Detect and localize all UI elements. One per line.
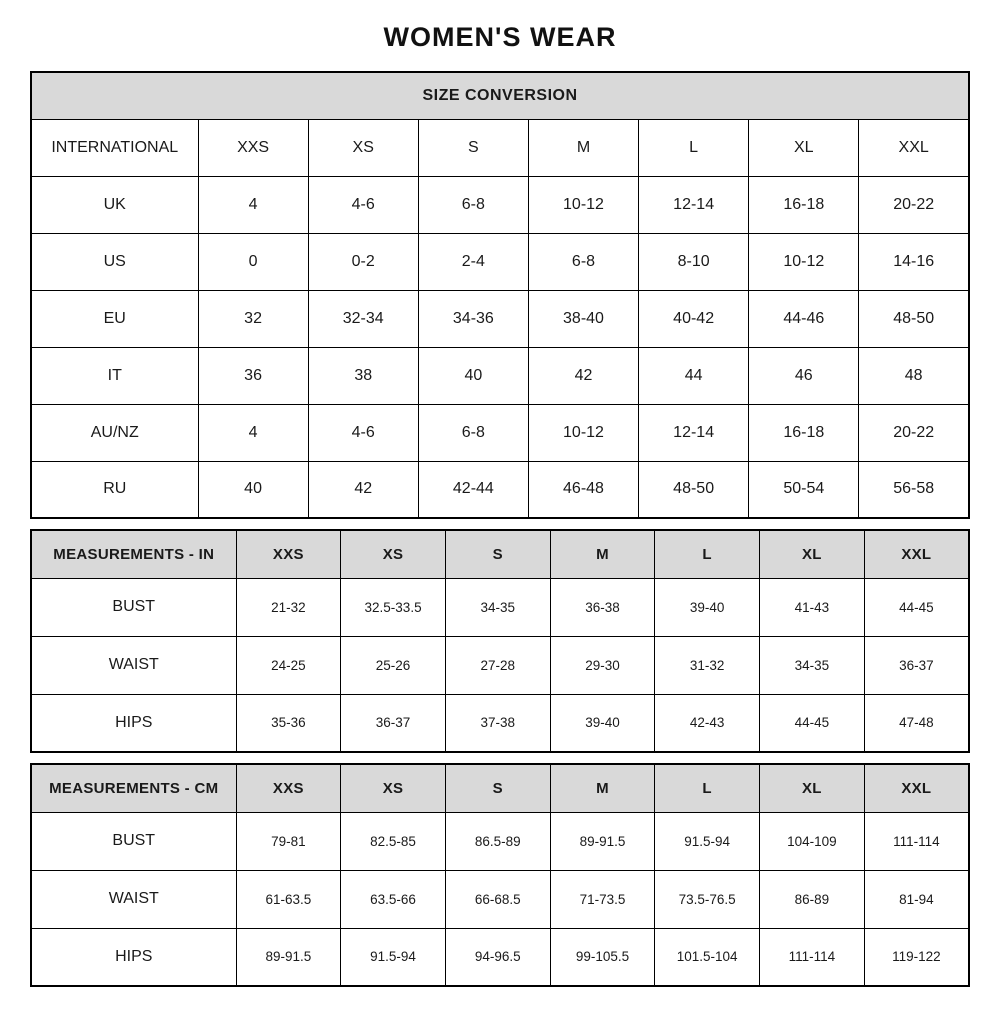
- measurement-value: 34-35: [760, 636, 865, 694]
- measurement-value: 89-91.5: [550, 812, 655, 870]
- size-value: 6-8: [418, 404, 528, 461]
- size-value: 46-48: [528, 461, 638, 518]
- size-row-au-nz: [31, 404, 969, 461]
- measurement-value: 91.5-94: [655, 812, 760, 870]
- size-value: 48-50: [859, 290, 969, 347]
- measurement-value: 21-32: [236, 578, 341, 636]
- measurements-cm-row-hips: [31, 928, 969, 986]
- measurement-value: 47-48: [864, 694, 969, 752]
- size-value: 40-42: [639, 290, 749, 347]
- measurement-value: 24-25: [236, 636, 341, 694]
- size-value: L: [639, 119, 749, 176]
- measurements-in-table: [30, 529, 970, 753]
- size-value: 10-12: [749, 233, 859, 290]
- size-value: XXS: [198, 119, 308, 176]
- measurement-label: BUST: [31, 812, 236, 870]
- size-column-header: XS: [341, 530, 446, 578]
- size-value: 16-18: [749, 404, 859, 461]
- measurement-value: 44-45: [760, 694, 865, 752]
- size-column-header: XS: [341, 764, 446, 812]
- measurement-value: 101.5-104: [655, 928, 760, 986]
- region-label: AU/NZ: [31, 404, 198, 461]
- size-value: 10-12: [528, 176, 638, 233]
- size-value: 4: [198, 404, 308, 461]
- size-value: 6-8: [418, 176, 528, 233]
- size-column-header: XXS: [236, 764, 341, 812]
- size-row-it: [31, 347, 969, 404]
- measurement-value: 111-114: [760, 928, 865, 986]
- measurements-in-row-hips: [31, 694, 969, 752]
- size-conversion-banner: SIZE CONVERSION: [31, 72, 969, 119]
- size-conversion-banner-row: [31, 72, 969, 119]
- size-column-header: XL: [760, 530, 865, 578]
- measurements-title: MEASUREMENTS - CM: [31, 764, 236, 812]
- size-value: 48-50: [639, 461, 749, 518]
- size-row-international: [31, 119, 969, 176]
- measurement-value: 27-28: [445, 636, 550, 694]
- size-row-uk: [31, 176, 969, 233]
- size-value: 2-4: [418, 233, 528, 290]
- size-value: S: [418, 119, 528, 176]
- size-row-eu: [31, 290, 969, 347]
- size-value: 4-6: [308, 176, 418, 233]
- size-value: M: [528, 119, 638, 176]
- measurement-value: 36-38: [550, 578, 655, 636]
- size-value: 34-36: [418, 290, 528, 347]
- size-value: XL: [749, 119, 859, 176]
- size-column-header: XXL: [864, 530, 969, 578]
- size-value: 42: [528, 347, 638, 404]
- measurement-value: 29-30: [550, 636, 655, 694]
- size-column-header: M: [550, 530, 655, 578]
- measurement-value: 37-38: [445, 694, 550, 752]
- size-value: 42-44: [418, 461, 528, 518]
- size-conversion-table: [30, 71, 970, 519]
- size-value: 44: [639, 347, 749, 404]
- size-value: 0: [198, 233, 308, 290]
- measurement-value: 82.5-85: [341, 812, 446, 870]
- page-title: WOMEN'S WEAR: [383, 22, 617, 52]
- measurement-value: 39-40: [550, 694, 655, 752]
- size-column-header: M: [550, 764, 655, 812]
- measurement-value: 66-68.5: [445, 870, 550, 928]
- size-value: 44-46: [749, 290, 859, 347]
- measurement-value: 79-81: [236, 812, 341, 870]
- size-value: 8-10: [639, 233, 749, 290]
- measurement-label: WAIST: [31, 636, 236, 694]
- measurement-value: 42-43: [655, 694, 760, 752]
- size-value: 32: [198, 290, 308, 347]
- size-value: 42: [308, 461, 418, 518]
- size-column-header: S: [445, 764, 550, 812]
- region-label: IT: [31, 347, 198, 404]
- size-value: 32-34: [308, 290, 418, 347]
- measurement-label: BUST: [31, 578, 236, 636]
- measurements-title: MEASUREMENTS - IN: [31, 530, 236, 578]
- measurement-value: 39-40: [655, 578, 760, 636]
- measurement-value: 99-105.5: [550, 928, 655, 986]
- size-value: 0-2: [308, 233, 418, 290]
- size-column-header: S: [445, 530, 550, 578]
- measurement-value: 61-63.5: [236, 870, 341, 928]
- size-value: 6-8: [528, 233, 638, 290]
- measurement-value: 111-114: [864, 812, 969, 870]
- size-column-header: L: [655, 764, 760, 812]
- measurement-value: 86.5-89: [445, 812, 550, 870]
- size-value: 20-22: [859, 176, 969, 233]
- measurement-value: 71-73.5: [550, 870, 655, 928]
- measurement-value: 119-122: [864, 928, 969, 986]
- size-value: 50-54: [749, 461, 859, 518]
- measurement-value: 41-43: [760, 578, 865, 636]
- measurements-in-row-waist: [31, 636, 969, 694]
- measurements-cm-row-bust: [31, 812, 969, 870]
- size-value: 56-58: [859, 461, 969, 518]
- measurement-value: 73.5-76.5: [655, 870, 760, 928]
- measurement-value: 44-45: [864, 578, 969, 636]
- measurement-label: HIPS: [31, 694, 236, 752]
- measurement-value: 104-109: [760, 812, 865, 870]
- size-column-header: L: [655, 530, 760, 578]
- measurement-value: 94-96.5: [445, 928, 550, 986]
- measurements-cm-table: [30, 763, 970, 987]
- size-value: 48: [859, 347, 969, 404]
- size-column-header: XXL: [864, 764, 969, 812]
- measurement-value: 36-37: [341, 694, 446, 752]
- size-value: XS: [308, 119, 418, 176]
- size-value: 4-6: [308, 404, 418, 461]
- size-column-header: XL: [760, 764, 865, 812]
- size-value: XXL: [859, 119, 969, 176]
- size-value: 12-14: [639, 404, 749, 461]
- size-value: 40: [198, 461, 308, 518]
- measurement-value: 34-35: [445, 578, 550, 636]
- measurement-value: 89-91.5: [236, 928, 341, 986]
- measurements-cm-header-row: [31, 764, 969, 812]
- measurement-value: 81-94: [864, 870, 969, 928]
- size-value: 14-16: [859, 233, 969, 290]
- size-value: 10-12: [528, 404, 638, 461]
- measurement-value: 86-89: [760, 870, 865, 928]
- size-value: 36: [198, 347, 308, 404]
- size-value: 40: [418, 347, 528, 404]
- measurement-label: WAIST: [31, 870, 236, 928]
- size-value: 38-40: [528, 290, 638, 347]
- size-value: 46: [749, 347, 859, 404]
- measurement-value: 91.5-94: [341, 928, 446, 986]
- size-value: 38: [308, 347, 418, 404]
- region-label: EU: [31, 290, 198, 347]
- size-column-header: XXS: [236, 530, 341, 578]
- region-label: INTERNATIONAL: [31, 119, 198, 176]
- measurement-value: 31-32: [655, 636, 760, 694]
- measurement-value: 36-37: [864, 636, 969, 694]
- size-value: 4: [198, 176, 308, 233]
- size-row-us: [31, 233, 969, 290]
- size-value: 12-14: [639, 176, 749, 233]
- measurement-value: 35-36: [236, 694, 341, 752]
- measurement-label: HIPS: [31, 928, 236, 986]
- region-label: RU: [31, 461, 198, 518]
- measurement-value: 25-26: [341, 636, 446, 694]
- measurements-in-row-bust: [31, 578, 969, 636]
- size-value: 16-18: [749, 176, 859, 233]
- size-value: 20-22: [859, 404, 969, 461]
- region-label: US: [31, 233, 198, 290]
- region-label: UK: [31, 176, 198, 233]
- measurements-cm-row-waist: [31, 870, 969, 928]
- measurement-value: 32.5-33.5: [341, 578, 446, 636]
- measurement-value: 63.5-66: [341, 870, 446, 928]
- measurements-in-header-row: [31, 530, 969, 578]
- size-row-ru: [31, 461, 969, 518]
